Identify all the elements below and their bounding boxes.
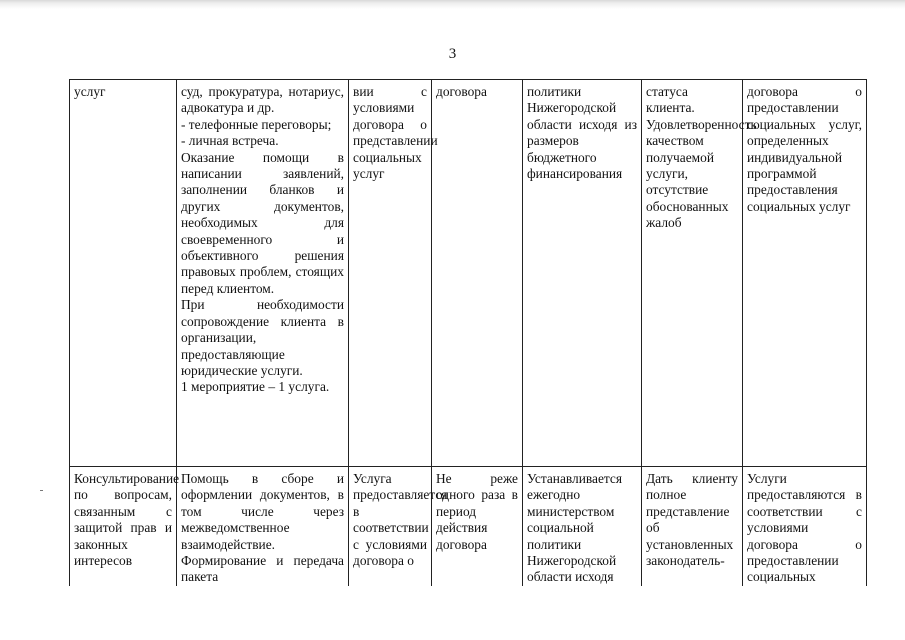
cell-conditions: Услуги предоставляются в соответствии с условиями договора о предоставлении социальных <box>743 467 867 586</box>
cell-service-name: услуг <box>70 80 177 467</box>
page-number: 3 <box>448 46 457 62</box>
cell-frequency: Не реже одного раза в период действия договора <box>432 467 523 586</box>
cell-tariff: политики Нижегородской области исходя из размеров бюджетного финансирования <box>523 80 642 467</box>
cell-conditions: договора о предоставлении социальных услуг, определенных индивидуальной программой предоставления социальных услуг <box>743 80 867 467</box>
services-table <box>69 79 867 586</box>
cell-provision-terms: вии с условиями договора о представлении социальных услуг <box>349 80 432 467</box>
scan-top-edge <box>0 0 905 10</box>
cell-frequency: договора <box>432 80 523 467</box>
cell-tariff: Устанавливается ежегодно министерством социальной политики Нижегородской области исходя <box>523 467 642 586</box>
table-row <box>70 80 867 467</box>
scan-speck <box>40 490 43 491</box>
cell-service-name: Консультирование по вопросам, связанным с защитой прав и законных интересов <box>70 467 177 586</box>
cell-service-description: суд, прокуратура, нотариус, адвокатура и др. - телефонные переговоры; - личная встреча. Оказание помощи в написании заявлений, заполнении бланков и других документов, необходимых для своевременного и объективного решения правовых проблем, стоящих перед клиентом. При необходимости сопровождение клиента в организации, предоставляющие юридические услуги. 1 мероприятие – 1 услуга. <box>177 80 349 467</box>
cell-quality-indicators: статуса клиента. Удовлетворенность качеством получаемой услуги, отсутствие обоснованных жалоб <box>642 80 743 467</box>
table-row <box>70 467 867 586</box>
cell-quality-indicators: Дать клиенту полное представление об установленных законодатель- <box>642 467 743 586</box>
cell-provision-terms: Услуга предоставляется в соответствии с условиями договора о <box>349 467 432 586</box>
cell-service-description: Помощь в сборе и оформлении документов, в том числе через межведомственное взаимодействие. Формирование и передача пакета <box>177 467 349 586</box>
